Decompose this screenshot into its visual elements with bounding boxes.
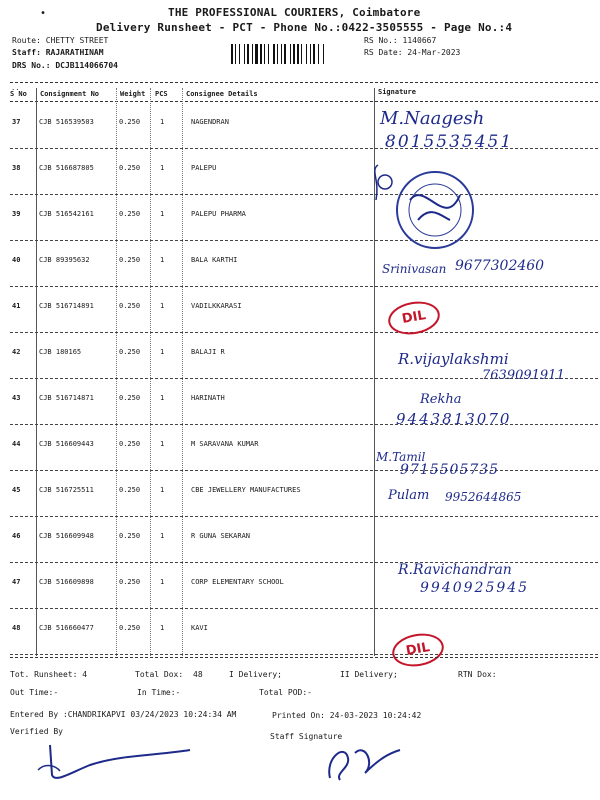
cell-consignment: CJB 516609948 [39, 532, 94, 540]
cell-sno: 45 [12, 486, 21, 494]
signature-43: Rekha [420, 392, 462, 407]
cell-pcs: 1 [160, 394, 165, 402]
entered-by: Entered By :CHANDRIKAPVI 03/24/2023 10:24:34 AM [10, 710, 237, 719]
cell-consignee: R GUNA SEKARAN [191, 532, 251, 540]
cell-weight: 0.250 [119, 348, 141, 356]
phone-47: 9940925945 [420, 580, 530, 596]
tot-runsheet-label: Tot. Runsheet: [10, 670, 78, 679]
cell-consignment: CJB 89395632 [39, 256, 90, 264]
tot-runsheet-value: 4 [82, 670, 88, 679]
cell-sno: 38 [12, 164, 21, 172]
row-separator [10, 654, 598, 655]
col-signature: Signature [378, 88, 416, 96]
bullet-mark: • [40, 8, 47, 19]
phone-43: 9443813070 [396, 410, 512, 428]
cell-sno: 47 [12, 578, 21, 586]
rs-date-label: RS Date: [364, 48, 403, 57]
tot-runsheet [10, 670, 87, 679]
cell-pcs: 1 [160, 578, 165, 586]
cell-consignee: PALEPU [191, 164, 217, 172]
cell-sno: 40 [12, 256, 21, 264]
company-title: THE PROFESSIONAL COURIERS, Coimbatore [168, 6, 421, 19]
rs-date-row [364, 48, 460, 57]
cell-sno: 39 [12, 210, 21, 218]
cell-weight: 0.250 [119, 486, 141, 494]
staff-value: RAJARATHINAM [45, 48, 104, 57]
col-consignment: Consignment No [40, 90, 100, 98]
cell-consignment: CJB 516714891 [39, 302, 94, 310]
cell-consignment: CJB 516539503 [39, 118, 94, 126]
cell-consignment: CJB 516609898 [39, 578, 94, 586]
cell-consignee: PALEPU PHARMA [191, 210, 246, 218]
staff-signature-label: Staff Signature [270, 732, 343, 741]
company-stamp [370, 160, 480, 260]
cell-consignee: M SARAVANA KUMAR [191, 440, 259, 448]
phone-45: 9952644865 [445, 490, 522, 504]
drs-row [12, 61, 118, 70]
staff-label: Staff: [12, 48, 41, 57]
cell-sno: 41 [12, 302, 21, 310]
cell-consignment: CJB 516609443 [39, 440, 94, 448]
cell-consignment: CJB 516714871 [39, 394, 94, 402]
sep-weight [150, 88, 151, 656]
route-label: Route: [12, 36, 41, 45]
signature-47: R.Ravichandran [398, 562, 512, 578]
cell-sno: 42 [12, 348, 21, 356]
total-dox-value: 48 [193, 670, 203, 679]
staff-row [12, 48, 104, 57]
cell-pcs: 1 [160, 348, 165, 356]
cell-pcs: 1 [160, 624, 165, 632]
cell-consignment: CJB 516687805 [39, 164, 94, 172]
cell-consignee: KAVI [191, 624, 208, 632]
phone-42: 7639091911 [482, 368, 565, 383]
out-time-label: Out Time:- [10, 688, 59, 697]
cell-weight: 0.250 [119, 210, 141, 218]
signature-40: Srinivasan [382, 262, 447, 276]
header-dots: .. [11, 84, 20, 92]
total-pod-label: Total POD:- [259, 688, 312, 697]
col-consignee: Consignee Details [186, 90, 258, 98]
printed-on: Printed On: 24-03-2023 10:24:42 [272, 711, 422, 720]
cell-weight: 0.250 [119, 164, 141, 172]
cell-weight: 0.250 [119, 532, 141, 540]
total-dox-label: Total Dox: [135, 670, 184, 679]
ii-delivery-label: II Delivery; [340, 670, 398, 679]
cell-weight: 0.250 [119, 440, 141, 448]
row-separator [10, 332, 598, 333]
cell-sno: 44 [12, 440, 21, 448]
verifier-signature [30, 735, 230, 785]
cell-consignment: CJB 180165 [39, 348, 82, 356]
signature-42: R.vijaylakshmi [398, 350, 509, 368]
phone-37: 8015535451 [385, 132, 514, 152]
header-rule-top [10, 82, 598, 83]
signature-37: M.Naagesh [380, 108, 485, 129]
verified-by-label: Verified By [10, 727, 63, 736]
cell-weight: 0.250 [119, 256, 141, 264]
rs-no-value: 1140667 [402, 36, 437, 45]
sep-pcs [182, 88, 183, 656]
dil-stamp-41: DIL [386, 298, 443, 339]
staff-signature-mark [320, 738, 410, 788]
sep-consignment [116, 88, 117, 656]
rs-no-row [364, 36, 436, 45]
cell-consignee: BALAJI R [191, 348, 225, 356]
cell-sno: 37 [12, 118, 21, 126]
dil-stamp-48: DIL [390, 630, 447, 671]
cell-pcs: 1 [160, 302, 165, 310]
cell-weight: 0.250 [119, 624, 141, 632]
phone-40: 9677302460 [455, 258, 545, 274]
cell-consignee: NAGENDRAN [191, 118, 229, 126]
signature-44: M.Tamil [376, 450, 426, 464]
i-delivery-label: I Delivery; [229, 670, 282, 679]
cell-pcs: 1 [160, 256, 165, 264]
cell-consignment: CJB 516660477 [39, 624, 94, 632]
cell-consignment: CJB 516542161 [39, 210, 94, 218]
row-separator [10, 608, 598, 609]
cell-consignee: VADILKKARASI [191, 302, 242, 310]
cell-weight: 0.250 [119, 118, 141, 126]
header-rule-bottom [10, 101, 598, 102]
rtn-dox-label: RTN Dox: [458, 670, 497, 679]
row-separator [10, 240, 598, 241]
col-pcs: PCS [155, 90, 168, 98]
cell-weight: 0.250 [119, 394, 141, 402]
cell-pcs: 1 [160, 486, 165, 494]
col-sno: S No [10, 90, 27, 98]
cell-pcs: 1 [160, 118, 165, 126]
cell-pcs: 1 [160, 440, 165, 448]
cell-pcs: 1 [160, 210, 165, 218]
cell-weight: 0.250 [119, 578, 141, 586]
in-time-label: In Time:- [137, 688, 181, 697]
cell-consignment: CJB 516725511 [39, 486, 94, 494]
sep-sno [36, 88, 37, 656]
cell-consignee: HARINATH [191, 394, 225, 402]
footer-rule [10, 657, 598, 658]
signature-45: Pulam [388, 488, 430, 503]
route-value: CHETTY STREET [45, 36, 109, 45]
cell-sno: 43 [12, 394, 21, 402]
row-separator [10, 470, 598, 471]
cell-consignee: CBE JEWELLERY MANUFACTURES [191, 486, 301, 494]
row-separator [10, 516, 598, 517]
barcode [231, 44, 359, 64]
rs-no-label: RS No.: [364, 36, 398, 45]
col-weight: Weight [120, 90, 146, 98]
phone-44: 9715505735 [400, 462, 500, 478]
row-separator [10, 194, 598, 195]
cell-weight: 0.250 [119, 302, 141, 310]
runsheet-title: Delivery Runsheet - PCT - Phone No.:0422-3505555 - Page No.:4 [96, 21, 513, 34]
drs-label: DRS No.: [12, 61, 51, 70]
row-separator [10, 286, 598, 287]
cell-pcs: 1 [160, 164, 165, 172]
drs-value: DCJB114066704 [55, 61, 118, 70]
cell-pcs: 1 [160, 532, 165, 540]
cell-consignee: BALA KARTHI [191, 256, 238, 264]
cell-sno: 48 [12, 624, 21, 632]
route-row [12, 36, 108, 45]
cell-consignee: CORP ELEMENTARY SCHOOL [191, 578, 284, 586]
rs-date-value: 24-Mar-2023 [407, 48, 461, 57]
cell-sno: 46 [12, 532, 21, 540]
